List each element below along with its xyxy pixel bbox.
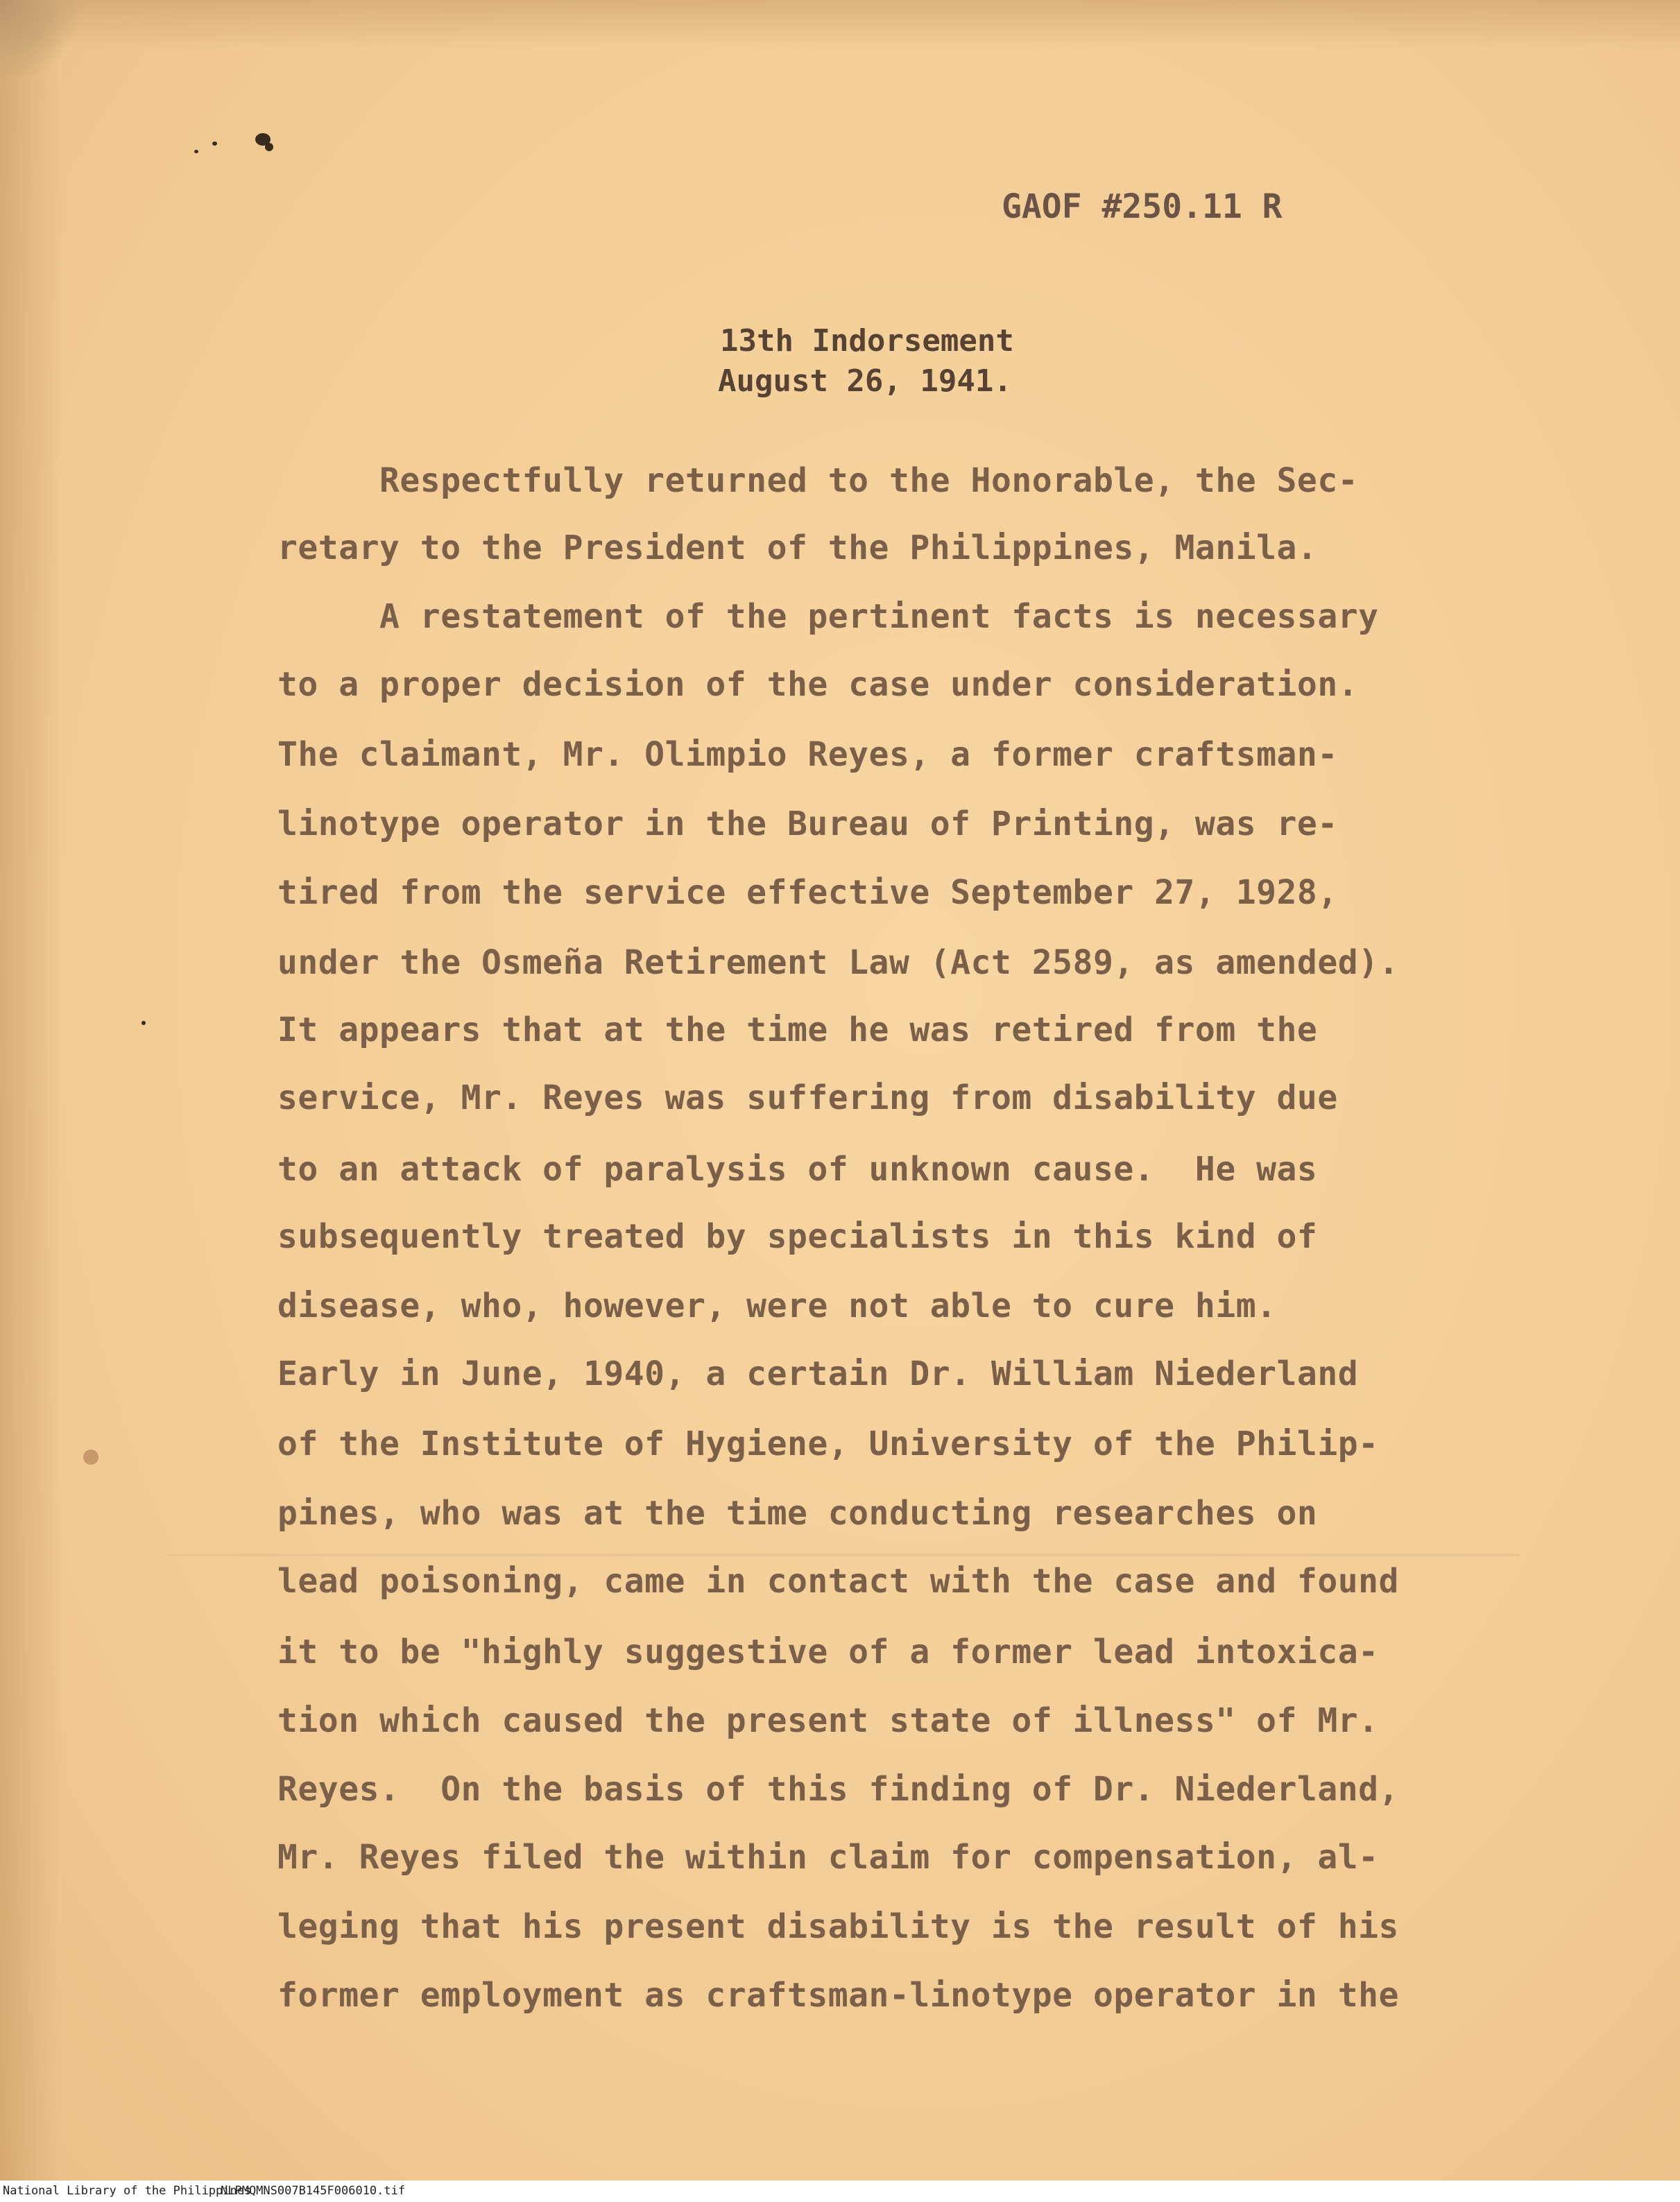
body-line: to a proper decision of the case under consideration. [277,665,1359,704]
body-line: of the Institute of Hygiene, University of the Philip- [277,1425,1379,1463]
body-line: linotype operator in the Bureau of Printing, was re- [277,805,1338,843]
body-line: Early in June, 1940, a certain Dr. William Niederland [277,1354,1359,1393]
ink-speck [265,143,273,151]
body-line: tired from the service effective September 27, 1928, [277,873,1338,912]
body-line: It appears that at the time he was retired from the [277,1010,1318,1049]
body-line: leging that his present disability is the result of his [277,1907,1399,1946]
body-line: lead poisoning, came in contact with the case and found [277,1562,1399,1601]
file-reference: GAOF #250.11 R [1002,187,1283,226]
ink-speck [212,141,217,146]
body-line: it to be "highly suggestive of a former lead intoxica- [277,1633,1379,1671]
file-identifier: NLPMQMNS007B145F006010.tif [221,2184,406,2198]
indorsement-title: 13th Indorsement [720,323,1014,359]
body-line: pines, who was at the time conducting researches on [277,1494,1318,1533]
body-line: former employment as craftsman-linotype operator in the [277,1976,1399,2015]
ink-speck [142,1021,146,1025]
paper-top-stain [0,0,1680,49]
ink-speck [83,1450,98,1465]
body-line: A restatement of the pertinent facts is necessary [277,597,1379,636]
body-line: to an attack of paralysis of unknown cause. He was [277,1150,1318,1189]
body-line: Respectfully returned to the Honorable, the Sec- [277,461,1359,500]
body-line: retary to the President of the Philippines, Manila. [277,528,1318,567]
body-line: service, Mr. Reyes was suffering from disability due [277,1078,1338,1117]
body-line: The claimant, Mr. Olimpio Reyes, a former craftsman- [277,735,1338,774]
library-credit: National Library of the Philippines [3,2184,252,2198]
ink-speck [194,150,198,153]
paper-edge-stain [0,0,62,2181]
indorsement-date: August 26, 1941. [718,363,1012,399]
body-line: tion which caused the present state of illness" of Mr. [277,1701,1379,1740]
body-line: Mr. Reyes filed the within claim for compensation, al- [277,1838,1379,1877]
body-line: under the Osmeña Retirement Law (Act 2589, as amended). [277,943,1399,982]
footer-bar [0,2181,1680,2202]
body-line: subsequently treated by specialists in this kind of [277,1217,1318,1256]
body-line: Reyes. On the basis of this finding of Dr. Niederland, [277,1770,1399,1809]
body-line: disease, who, however, were not able to cure him. [277,1287,1277,1325]
torn-corner [0,0,83,76]
